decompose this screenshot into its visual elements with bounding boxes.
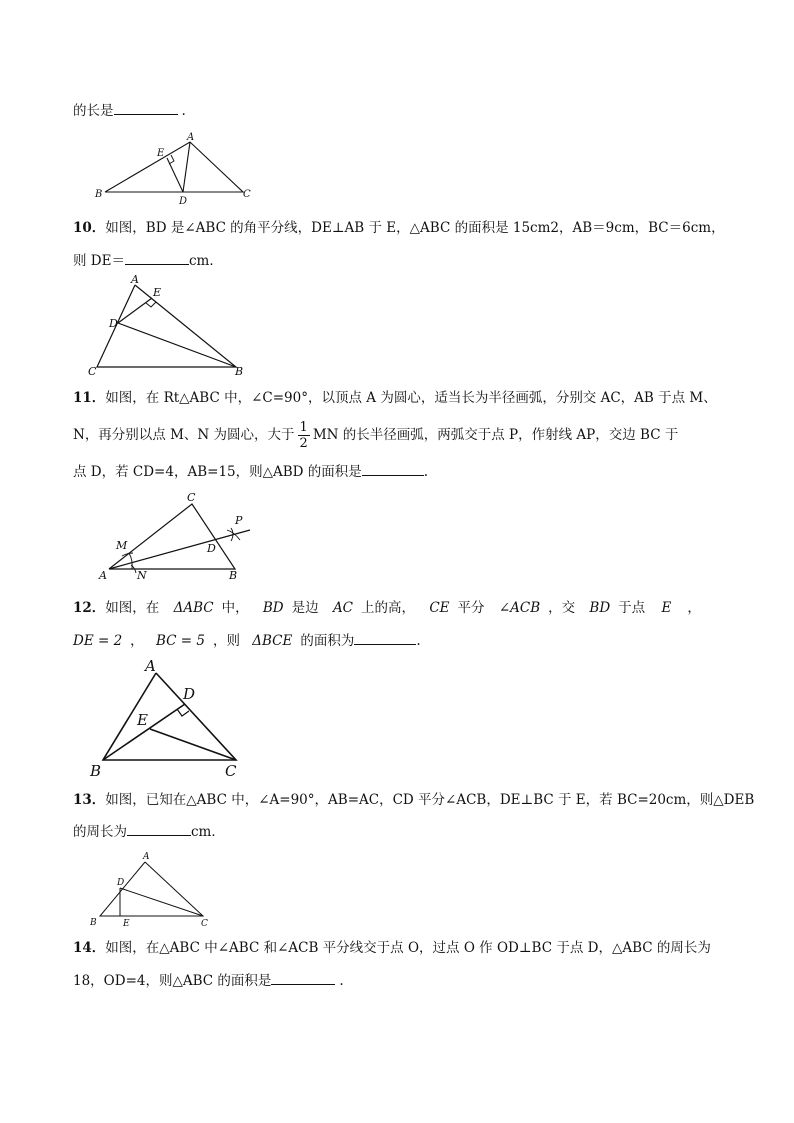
fig11-label-n: N: [137, 569, 147, 582]
q12-answer-blank[interactable]: [354, 630, 416, 645]
fig13-label-e: E: [123, 919, 130, 929]
q12-end: .: [416, 633, 421, 649]
q12-line1: [73, 598, 701, 618]
fig9-label-b: B: [95, 189, 103, 200]
fig11-label-a: A: [99, 569, 107, 582]
q12-p9: ，: [130, 633, 144, 649]
q12-m8: DE = 2: [73, 633, 123, 649]
q11-frac-den: 2: [299, 436, 308, 451]
q12-m5: ∠ACB: [498, 600, 541, 616]
fig9-label-c: C: [243, 189, 251, 200]
fig12-label-a: A: [145, 657, 156, 675]
q11-frac-num: 1: [299, 420, 308, 435]
fig13-label-a: A: [143, 852, 150, 862]
q12-m10: ΔBCE: [252, 633, 293, 649]
fig12-label-b: B: [90, 762, 102, 780]
q11-text2-post: MN 的长半径画弧，两弧交于点 P，作射线 AP，交边 BC 于: [312, 427, 679, 443]
q9-answer-blank[interactable]: [114, 100, 178, 115]
q14-line1: [73, 938, 711, 958]
fig10-label-b: B: [235, 365, 244, 378]
fig13-label-c: C: [201, 919, 208, 929]
q12-m4: CE: [429, 600, 450, 616]
q12-p2: 中，: [221, 600, 249, 616]
q12-p3: 是边: [291, 600, 319, 616]
fig11-label-m: M: [116, 539, 128, 552]
q12-p8: ，: [687, 600, 701, 616]
fig12-label-c: C: [225, 762, 237, 780]
q12-m9: BC = 5: [155, 633, 205, 649]
fig11-label-d: D: [207, 542, 216, 555]
q12-m1: ΔABC: [173, 600, 214, 616]
fig10-label-e: E: [153, 286, 162, 299]
q13-line2: [73, 821, 225, 842]
q14-number: 14．: [73, 940, 106, 956]
q14-answer-blank[interactable]: [271, 970, 335, 985]
q13-text1: 如图，已知在△ABC 中，∠A=90°，AB=AC，CD 平分∠ACB，DE⊥BC 于 E，若 BC=20cm，则△DEB: [105, 792, 755, 808]
fig13-label-b: B: [90, 918, 97, 928]
figure-q9: [90, 130, 260, 208]
q11-fraction: [298, 420, 310, 451]
figure-q10: [85, 275, 255, 380]
q12-number: 12．: [73, 600, 106, 616]
q13-answer-blank[interactable]: [127, 821, 191, 836]
fig10-label-c: C: [88, 365, 97, 378]
fig11-label-b: B: [229, 569, 238, 582]
fig10-label-d: D: [109, 317, 118, 330]
q11-line3: [73, 461, 428, 482]
q12-p11: 的面积为: [300, 633, 355, 649]
fig9-label-a: A: [187, 132, 195, 143]
q13-text2-pre: 的周长为: [73, 824, 127, 840]
fig9-label-e: E: [157, 148, 165, 159]
q12-p4: 上的高，: [361, 600, 416, 616]
q11-text1: 如图，在 Rt△ABC 中，∠C=90°，以顶点 A 为圆心，适当长为半径画弧，分别交 AC，AB 于点 M、: [105, 390, 717, 406]
q14-line2: [73, 970, 344, 991]
q12-m2: BD: [262, 600, 284, 616]
q9-tail-line: [73, 100, 186, 121]
q9-tail-text: 的长是: [73, 103, 114, 119]
q12-p7: 于点: [618, 600, 646, 616]
q12-line2: [73, 630, 421, 651]
q11-line2: [73, 420, 678, 450]
q12-m3: AC: [332, 600, 354, 616]
q10-text1: 如图，BD 是∠ABC 的角平分线，DE⊥AB 于 E，△ABC 的面积是 15cm2，AB＝9cm，BC＝6cm，: [105, 220, 725, 236]
q12-m7: E: [661, 600, 672, 616]
q13-text2-post: cm．: [191, 824, 225, 840]
q10-answer-blank[interactable]: [125, 250, 189, 265]
q11-text3-pre: 点 D，若 CD=4，AB=15，则△ABD 的面积是: [73, 464, 362, 480]
q11-text2-pre: N，再分别以点 M、N 为圆心，大于: [73, 427, 295, 443]
fig11-label-p: P: [235, 514, 243, 527]
q14-text2-pre: 18，OD=4，则△ABC 的面积是: [73, 973, 272, 989]
q10-line1: [73, 218, 725, 238]
q10-number: 10．: [73, 220, 106, 236]
fig11-label-c: C: [187, 491, 196, 504]
q10-line2: [73, 250, 223, 271]
q13-number: 13．: [73, 792, 106, 808]
q10-text2-pre: 则 DE＝: [73, 253, 125, 269]
q13-line1: [73, 790, 754, 810]
q12-m6: BD: [589, 600, 611, 616]
fig12-label-e: E: [137, 711, 148, 729]
q12-p5: 平分: [457, 600, 485, 616]
figure-q12: [88, 657, 258, 782]
q12-p1: 如图，在: [105, 600, 160, 616]
q14-end: .: [339, 973, 344, 989]
q11-end: .: [423, 464, 429, 480]
figure-q11: [95, 492, 265, 587]
fig10-label-a: A: [131, 273, 139, 286]
q11-number: 11．: [73, 390, 106, 406]
q12-p6: ，交: [548, 600, 576, 616]
fig13-label-d: D: [117, 878, 125, 888]
fig9-label-d: D: [179, 196, 188, 207]
fig12-label-d: D: [183, 685, 196, 703]
q9-end: .: [181, 103, 186, 119]
q10-text2-post: cm．: [188, 253, 223, 269]
q12-p10: ，则: [212, 633, 240, 649]
q11-answer-blank[interactable]: [362, 461, 424, 476]
figure-q13: [88, 848, 218, 930]
q11-line1: [73, 388, 717, 408]
q14-text1: 如图，在△ABC 中∠ABC 和∠ACB 平分线交于点 O，过点 O 作 OD⊥BC 于点 D，△ABC 的周长为: [105, 940, 711, 956]
